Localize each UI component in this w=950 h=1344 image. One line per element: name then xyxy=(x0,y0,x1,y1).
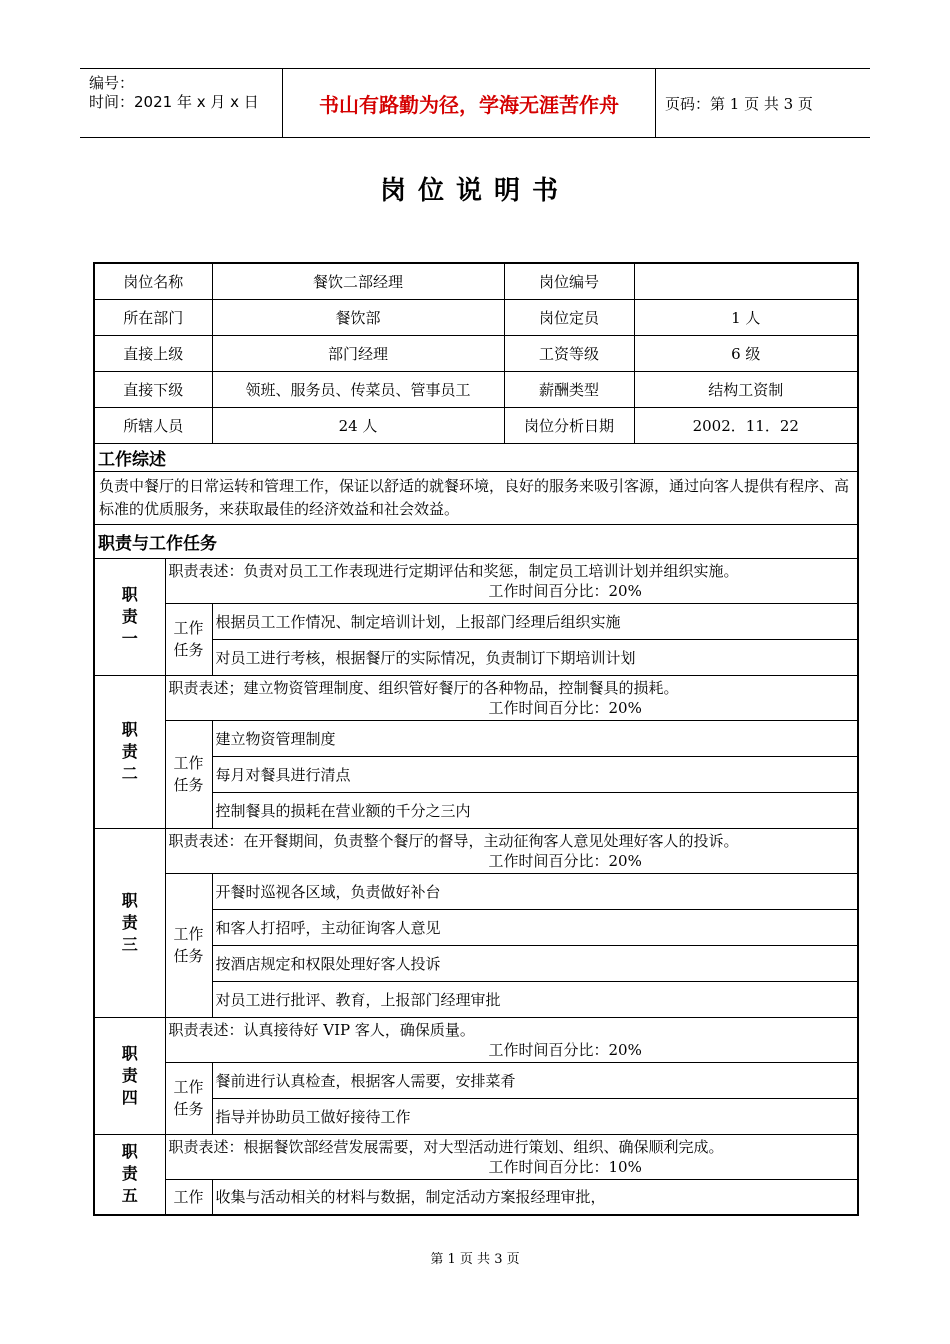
duties-heading-row xyxy=(94,524,858,558)
info-label: 所在部门 xyxy=(94,299,212,335)
duty-label-char: 职 xyxy=(121,719,138,739)
duty-time-percent: 工作时间百分比：20% xyxy=(488,1040,642,1059)
duty-statement-row xyxy=(94,828,858,873)
task-label-line: 工作 xyxy=(173,925,204,943)
page-footer: 第 1 页 共 3 页 xyxy=(430,1252,520,1267)
info-row xyxy=(94,299,858,335)
duty-statement-row xyxy=(94,1017,858,1062)
duty-label-char: 职 xyxy=(121,1142,138,1162)
summary-heading-row xyxy=(94,443,858,471)
task-item: 开餐时巡视各区域，负责做好补台 xyxy=(212,873,858,909)
info-row xyxy=(94,263,858,299)
task-label xyxy=(165,1179,212,1215)
task-label-line: 工作 xyxy=(173,754,204,772)
summary-row xyxy=(94,471,858,524)
task-label-line: 任务 xyxy=(173,641,204,659)
info-row xyxy=(94,371,858,407)
duty-label xyxy=(94,1017,165,1134)
info-label: 所辖人员 xyxy=(94,407,212,443)
info-value: 领班、服务员、传菜员、管事员工 xyxy=(212,371,504,407)
info-label: 工资等级 xyxy=(504,335,634,371)
duty-time-percent: 工作时间百分比：20% xyxy=(488,698,642,717)
info-label: 岗位分析日期 xyxy=(504,407,634,443)
duty-statement-row xyxy=(94,1134,858,1179)
duty-time-percent: 工作时间百分比：20% xyxy=(488,581,642,600)
duty-label-char: 职 xyxy=(121,1043,138,1063)
duties-heading: 职责与工作任务 xyxy=(94,524,858,558)
document-title: 岗位说明书 xyxy=(379,176,570,206)
duty-label xyxy=(94,1134,165,1215)
duty-statement-row xyxy=(94,675,858,720)
duty-label-char: 一 xyxy=(121,628,138,648)
duty-label-char: 责 xyxy=(121,912,138,932)
task-label-line: 任务 xyxy=(173,947,204,965)
task-item: 对员工进行批评、教育，上报部门经理审批 xyxy=(212,981,858,1017)
task-row xyxy=(94,1062,858,1098)
duty-label-char: 职 xyxy=(121,890,138,910)
duty-statement-text: 职责表述：认真接待好 VIP 客人，确保质量。 xyxy=(168,1020,475,1039)
info-label: 岗位定员 xyxy=(504,299,634,335)
task-item: 建立物资管理制度 xyxy=(212,720,858,756)
duty-statement-text: 职责表述：负责对员工工作表现进行定期评估和奖惩，制定员工培训计划并组织实施。 xyxy=(168,561,739,580)
task-item: 每月对餐具进行清点 xyxy=(212,756,858,792)
task-row xyxy=(94,603,858,639)
duty-statement xyxy=(165,558,858,603)
duty-statement xyxy=(165,675,858,720)
duty-label xyxy=(94,828,165,1017)
task-item: 和客人打招呼，主动征询客人意见 xyxy=(212,909,858,945)
duty-statement-text: 职责表述：在开餐期间，负责整个餐厅的督导，主动征徇客人意见处理好客人的投诉。 xyxy=(168,831,739,850)
task-item: 餐前进行认真检查，根据客人需要，安排菜肴 xyxy=(212,1062,858,1098)
duty-label-char: 三 xyxy=(121,934,138,954)
duty-statement-row xyxy=(94,558,858,603)
task-label-line: 任务 xyxy=(173,776,204,794)
job-description-table xyxy=(93,262,859,1216)
summary-heading: 工作综述 xyxy=(94,443,858,471)
duty-statement xyxy=(165,1134,858,1179)
info-value: 餐饮部 xyxy=(212,299,504,335)
duty-statement xyxy=(165,828,858,873)
duty-label-char: 五 xyxy=(121,1186,138,1206)
info-label: 直接上级 xyxy=(94,335,212,371)
info-value: 部门经理 xyxy=(212,335,504,371)
task-item: 根据员工工作情况、制定培训计划，上报部门经理后组织实施 xyxy=(212,603,858,639)
info-label: 岗位编号 xyxy=(504,263,634,299)
task-label-line: 任务 xyxy=(173,1100,204,1118)
info-label: 直接下级 xyxy=(94,371,212,407)
task-item: 对员工进行考核，根据餐厅的实际情况，负责制订下期培训计划 xyxy=(212,639,858,675)
duty-label-char: 责 xyxy=(121,606,138,626)
duty-statement xyxy=(165,1017,858,1062)
duty-label xyxy=(94,558,165,675)
header-meta xyxy=(80,69,282,137)
task-row xyxy=(94,720,858,756)
duty-statement-text: 职责表述：根据餐饮部经营发展需要，对大型活动进行策划、组织、确保顺利完成。 xyxy=(168,1137,724,1156)
task-row xyxy=(94,873,858,909)
task-label xyxy=(165,873,212,1017)
info-label: 岗位名称 xyxy=(94,263,212,299)
duty-label-char: 责 xyxy=(121,1164,138,1184)
duty-label-char: 二 xyxy=(121,763,138,783)
header-motto: 书山有路勤为径，学海无涯苦作舟 xyxy=(282,69,656,137)
info-value: 餐饮二部经理 xyxy=(212,263,504,299)
summary-text: 负责中餐厅的日常运转和管理工作，保证以舒适的就餐环境，良好的服务来吸引客源，通过向客人提供有程序、高标准的优质服务，来获取最佳的经济效益和社会效益。 xyxy=(94,471,858,524)
task-row xyxy=(94,1179,858,1215)
task-item: 控制餐具的损耗在营业额的千分之三内 xyxy=(212,792,858,828)
duty-label-char: 四 xyxy=(121,1087,138,1107)
info-row xyxy=(94,335,858,371)
info-row xyxy=(94,407,858,443)
duty-label-char: 责 xyxy=(121,1065,138,1085)
task-label xyxy=(165,1062,212,1134)
duty-time-percent: 工作时间百分比：20% xyxy=(488,851,642,870)
info-value: 24 人 xyxy=(212,407,504,443)
duty-time-percent: 工作时间百分比：10% xyxy=(488,1157,642,1176)
duty-statement-text: 职责表述；建立物资管理制度、组织管好餐厅的各种物品，控制餐具的损耗。 xyxy=(168,678,679,697)
info-label: 薪酬类型 xyxy=(504,371,634,407)
info-value: 1 人 xyxy=(634,299,858,335)
task-label-line: 工作 xyxy=(173,1187,204,1206)
number-label: 编号： xyxy=(89,74,135,92)
info-value xyxy=(634,263,858,299)
task-label-line: 工作 xyxy=(173,619,204,637)
task-label xyxy=(165,720,212,828)
page-header xyxy=(80,68,870,138)
task-label-line: 工作 xyxy=(173,1078,204,1096)
task-label xyxy=(165,603,212,675)
task-item: 按酒店规定和权限处理好客人投诉 xyxy=(212,945,858,981)
duty-label xyxy=(94,675,165,828)
info-value: 2002．11．22 xyxy=(634,407,858,443)
duty-label-char: 职 xyxy=(121,584,138,604)
header-page-info: 页码：第 1 页 共 3 页 xyxy=(665,94,813,113)
task-item: 指导并协助员工做好接待工作 xyxy=(212,1098,858,1134)
info-value: 6 级 xyxy=(634,335,858,371)
task-item: 收集与活动相关的材料与数据，制定活动方案报经理审批， xyxy=(212,1179,858,1215)
info-value: 结构工资制 xyxy=(634,371,858,407)
time-label: 时间：2021 年 x 月 x 日 xyxy=(89,93,259,111)
duty-label-char: 责 xyxy=(121,741,138,761)
